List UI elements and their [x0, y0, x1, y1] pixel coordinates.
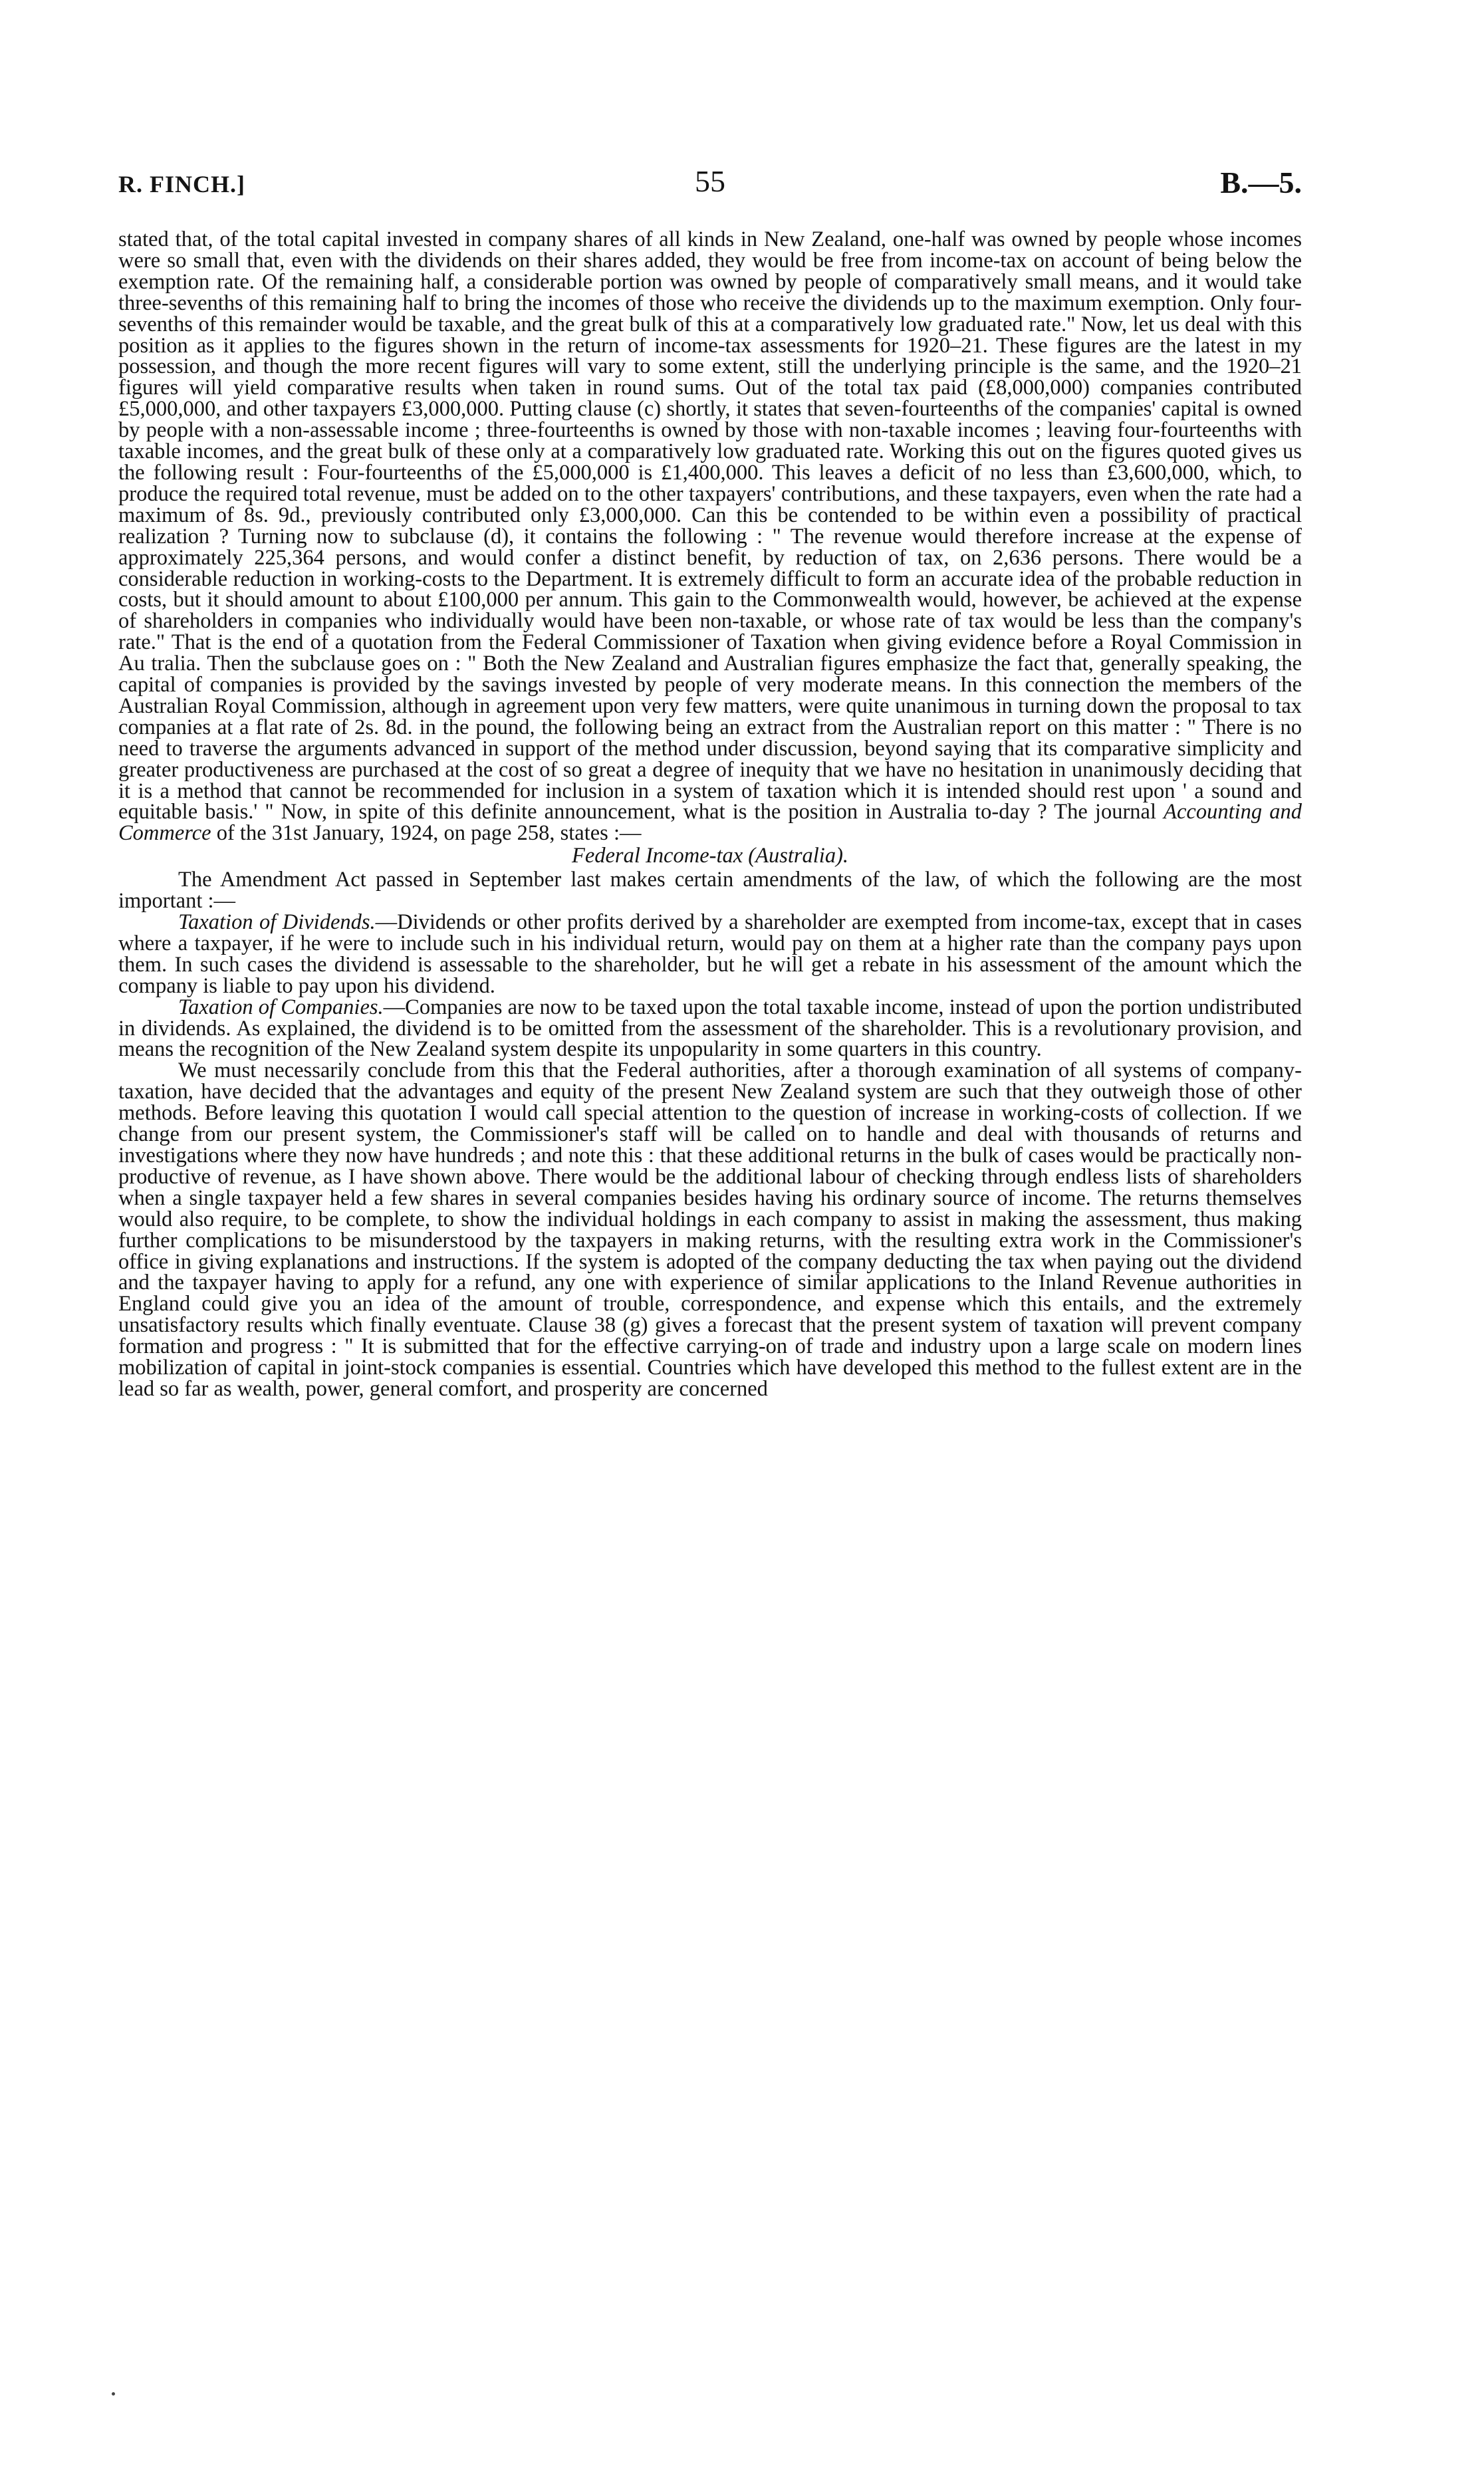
paragraph: The Amendment Act passed in September last makes certain amendments of the law, of which the following are the most important :—	[118, 868, 1302, 914]
running-head	[118, 164, 1302, 210]
journal-name: Accounting and Commerce	[118, 800, 1302, 846]
stray-mark	[112, 2392, 115, 2396]
section-heading: Federal Income-tax (Australia).	[571, 844, 849, 868]
paragraph-text: stated that, of the total capital invested in company shares of all kinds in New Zealand, one-half was owned by people whose incomes were so small that, even with the dividends on their shares added, they would be free from income-tax on account of being below the exemption rate. Of the remaining half, a considerable portion was owned by people of comparatively small means, and it would take three-sevenths of this remaining half to bring the incomes of those who receive the dividends up to the maximum exemption. Only four-sevenths of this remainder would be taxable, and the great bulk of this at a comparatively low graduated rate." Now, let us deal with this position as it applies to the figures shown in the return of income-tax assessments for 1920–21. These figures are the latest in my possession, and though the more recent figures will vary to some extent, still the underlying principle is the same, and the 1920–21 figures will yield comparative results when taken in round sums. Out of the total tax paid (£8,000,000) companies contributed £5,000,000, and other taxpayers £3,000,000. Putting clause (c) shortly, it states that seven-fourteenths of the companies' capital is owned by people with a non-assessable income ; three-fourteenths is owned by those with non-taxable incomes ; leaving four-fourteenths with taxable incomes, and the great bulk of these only at a comparatively low graduated rate. Working this out on the figures quoted gives us the following result : Four-fourteenths of the £5,000,000 is £1,400,000. This leaves a deficit of no less than £3,600,000, which, to produce the required total revenue, must be added on to the other taxpayers' contributions, and these taxpayers, even when the rate had a maximum of 8s. 9d., previously contributed only £3,000,000. Can this be contended to be within even a possibility of practical realization ? Turning now to subclause (d), it contains the following : " The revenue would therefore increase at the expense of approximately 225,364 persons, and would confer a distinct benefit, by reduction of tax, on 2,636 persons. There would be a considerable reduction in working-costs to the Department. It is extremely difficult to form an accurate idea of the probable reduction in costs, but it should amount to about £100,000 per annum. This gain to the Commonwealth would, however, be achieved at the expense of shareholders in companies who individually would have been non-taxable, or whose rate of tax would be less than the company's rate." That is the end of a quotation from the Federal Commissioner of Taxation when giving evidence before a Royal Commission in Au tralia. Then the subclause goes on : " Both the New Zealand and Australian figures emphasize the fact that, generally speaking, the capital of companies is provided by the savings invested by people of very moderate means. In this connection the members of the Australian Royal Commission, although in agreement upon very few matters, were quite unanimous in turning down the proposal to tax companies at a flat rate of 2s. 8d. in the pound, the following being an extract from the Australian report on this matter : " There is no need to traverse the arguments advanced in support of the method under discussion, beyond saying that its comparative simplicity and greater productiveness are purchased at the cost of so great a degree of inequity that we have no hesitation in unanimously deciding that it is a method that cannot be recommended for inclusion in a system of taxation which it is intended should rest upon ' a sound and equitable basis.' " Now, in spite of this definite announcement, what is the position in Australia to-day ? The journal	[118, 227, 1302, 824]
subsection-title: Taxation of Companies.	[178, 995, 384, 1019]
paragraph-text: —Dividends or other profits derived by a shareholder are exempted from income-tax, except that in cases where a taxpayer, if he were to include such in his individual return, would pay on them at a higher rate than the company pays upon them. In such cases the dividend is assessable to the shareholder, but he will get a rebate in his assessment of the amount which the company is liable to pay upon his dividend.	[118, 910, 1302, 998]
paragraph: We must necessarily conclude from this that the Federal authorities, after a thorough examination of all systems of company-taxation, have decided that the advantages and equity of the present New Zealand system are such that they outweigh those of other methods. Before leaving this quotation I would call special attention to the question of increase in working-costs of collection. If we change from our present system, the Commissioner's staff will be called on to handle and deal with thousands of returns and investigations where they now have hundreds ; and note this : that these additional returns in the bulk of cases would be practically non-productive of revenue, as I have shown above. There would be the additional labour of checking through endless lists of shareholders when a single taxpayer held a few shares in several companies besides having his ordinary source of income. The returns themselves would also require, to be complete, to show the individual holdings in each company to assist in making the assessment, thus making further complications to be misunderstood by the taxpayers in making returns, with the resulting extra work in the Commissioner's office in giving explanations and instructions. If the system is adopted of the company deducting the tax when paying out the dividend and the taxpayer having to apply for a refund, any one with experience of similar applications to the Inland Revenue authorities in England could give you an idea of the amount of trouble, correspondence, and expense which this entails, and the extremely unsatisfactory results which finally eventuate. Clause 38 (g) gives a forecast that the present system of taxation will prevent company formation and progress : " It is submitted that for the effective carrying-on of trade and industry upon a large scale on modern lines mobilization of capital in joint-stock companies is essential. Countries which have developed this method to the fullest extent are in the lead so far as wealth, power, general comfort, and prosperity are concerned	[118, 1058, 1302, 1401]
body-text	[118, 229, 1302, 1400]
paragraph-text: of the 31st January, 1924, on page 258, states :—	[216, 821, 642, 846]
header-author: R. FINCH.]	[118, 171, 245, 197]
paragraph	[118, 997, 1302, 1061]
paragraph	[118, 912, 1302, 997]
document-reference: B.—5.	[1220, 166, 1302, 199]
paragraph-text: —Companies are now to be taxed upon the total taxable income, instead of upon the portion undistributed in dividends. As explained, the dividend is to be omitted from the assessment of the shareholder. This is a revolutionary provision, and means the recognition of the New Zealand system despite its unpopularity in some quarters in this country.	[118, 995, 1302, 1062]
page-number: 55	[695, 164, 725, 198]
paragraph	[118, 229, 1302, 844]
subsection-title: Taxation of Dividends.	[178, 910, 376, 934]
